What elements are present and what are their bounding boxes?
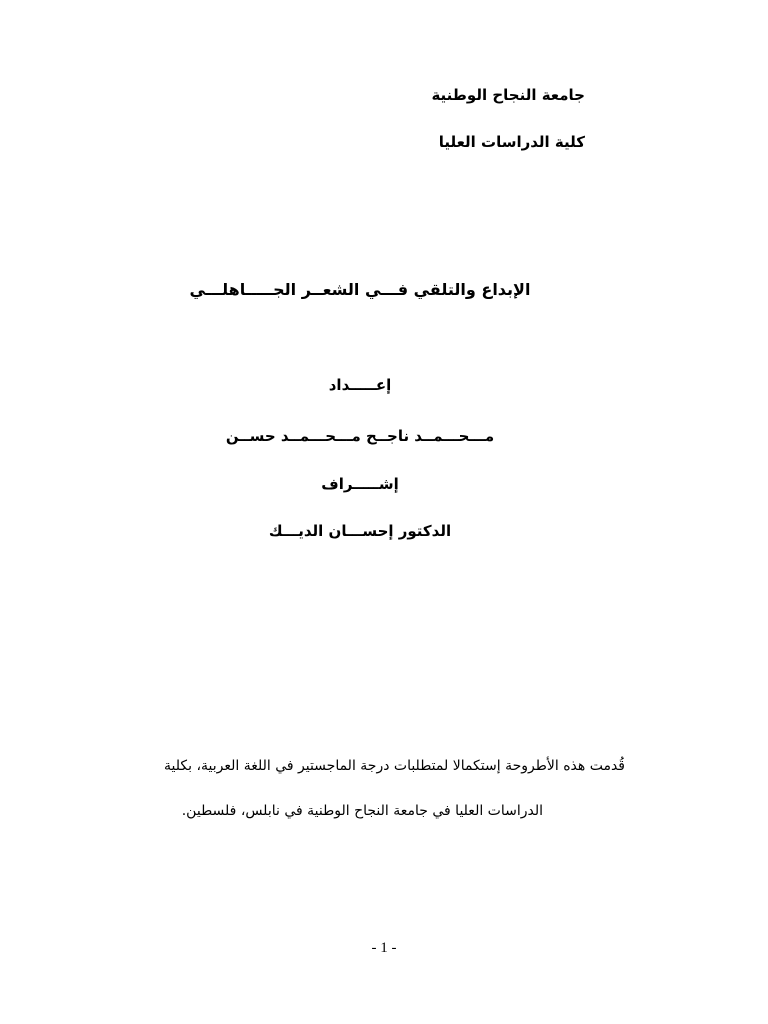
supervisor-name: الدكتور إحســـان الديـــك: [268, 522, 452, 540]
submission-statement-line1: قُدمت هذه الأطروحة إستكمالا لمتطلبات درجة الماجستير في اللغة العربية، بكلية: [164, 758, 625, 774]
university-name: جامعة النجاح الوطنية: [431, 86, 585, 104]
thesis-title: الإبداع والتلقي فـــي الشعــر الجـــــاهلـــي: [189, 280, 531, 299]
author-label: إعـــــداد: [328, 376, 392, 394]
author-name: مـــحـــمــد ناجــح مـــحـــمــد حســن: [225, 427, 495, 445]
submission-statement-line2: الدراسات العليا في جامعة النجاح الوطنية في نابلس، فلسطين.: [181, 803, 543, 819]
faculty-name: كلية الدراسات العليا: [438, 133, 585, 151]
supervisor-label: إشـــــراف: [321, 475, 399, 493]
page-number: - 1 -: [371, 940, 397, 956]
